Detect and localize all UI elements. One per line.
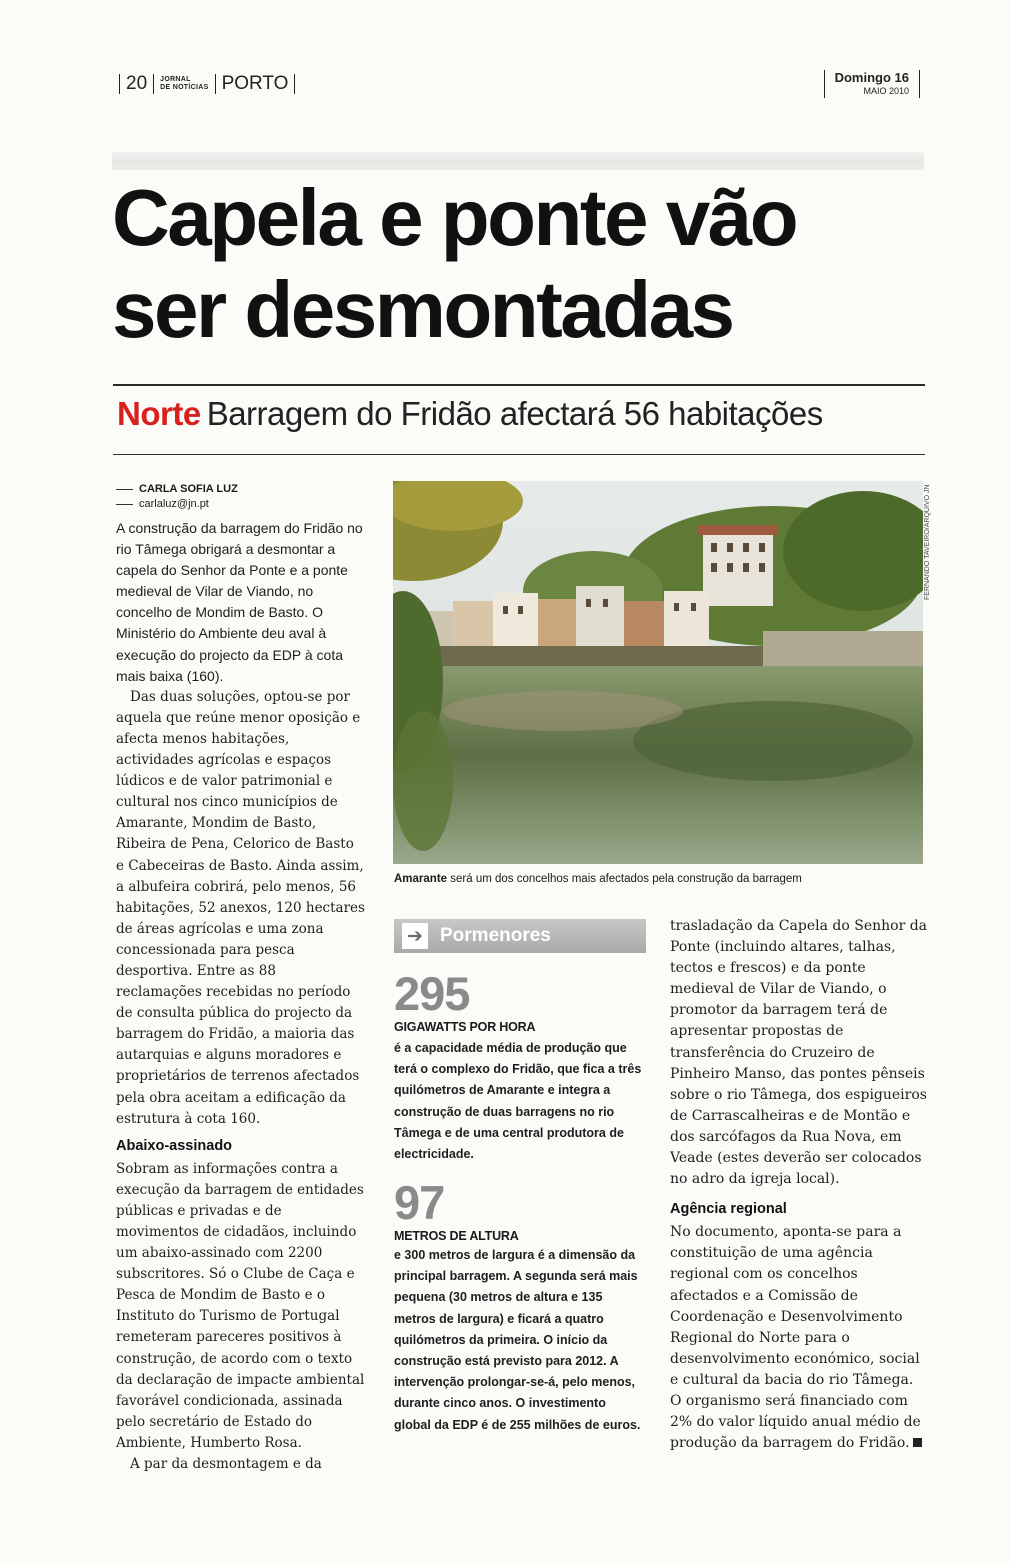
stat-label: METROS DE ALTURA — [394, 1229, 519, 1243]
body-paragraph: Sobram as informações contra a execução da barragem de entidades públicas e privadas e de movimentos de cidadãos, incluindo um abaixo-assinado com 2200 subscritores. Só o Clube de Caça e Pesca de Mondim de Basto e o Instituto do Turismo de Portugal remeteram pareceres positivos à construção, de acordo com o texto da declaração de impacte ambiental favorável condicionada, assinada pelo secretário de Estado do Ambiente, Humberto Rosa. — [116, 1160, 365, 1451]
river-town-illustration — [393, 481, 923, 864]
section-subhead: Agência regional — [670, 1201, 787, 1218]
issue-date — [824, 70, 920, 98]
page-header — [113, 73, 301, 95]
stat-number: 97 — [394, 1176, 445, 1229]
divider — [113, 454, 925, 455]
stat-label: GIGAWATTS POR HORA — [394, 1020, 536, 1034]
header-band — [112, 152, 924, 170]
body-paragraph: trasladação da Capela do Senhor da Ponte (incluindo altares, talhas, tectos e frescos) e da ponte medieval de Vilar de Viando, o promotor da barragem terá de apresentar propostas de transferência do Cruzeiro de Pinheiro Manso, das pontes pênseis sobre o rio Tâmega, dos espigueiros de Carrascalheiras e de Montão e dos sarcófagos da Rua Nova, em Veade (estes deverão ser colocados no adro da igreja local). — [670, 918, 928, 1188]
region-tag: Norte — [117, 395, 201, 432]
pormenores-header — [394, 919, 646, 953]
author-email: carlaluz@jn.pt — [139, 498, 209, 510]
section-subhead: Abaixo-assinado — [116, 1137, 233, 1154]
article-photo — [393, 481, 923, 864]
body-paragraph: A par da desmontagem e da — [130, 1456, 322, 1473]
author-name: CARLA SOFIA LUZ — [139, 483, 238, 495]
issue-month: MAIO 2010 — [863, 86, 909, 96]
pormenores-title: Pormenores — [440, 925, 551, 946]
divider — [113, 384, 925, 386]
body-paragraph: Das duas soluções, optou-se por aquela que reúne menor oposição e afecta menos habitações, actividades agrícolas e espaços lúdicos e de valor patrimonial e cultural nos cinco municípios de Amarante, Mondim de Basto, Ribeira de Pena, Celorico de Basto e Cabeceiras de Basto. Ainda assim, a albufeira cobrirá, pelo menos, 56 habitações, 52 anexos, 120 hectares de áreas agrícolas e uma zona concessionada para pesca desportiva. Entre as 88 reclamações recebidas no período de consulta pública do projecto da barragem do Fridão, a maioria das autarquias e alguns moradores e proprietários de terrenos afectados pela obra aceitam a edificação da estrutura à cota 160. — [116, 688, 365, 1127]
section-name: PORTO — [221, 73, 289, 94]
subheadline-text: Barragem do Fridão afectará 56 habitações — [206, 395, 823, 432]
article-column-1 — [116, 518, 366, 1475]
lead-paragraph: A construção da barragem do Fridão no rio Tâmega obrigará a desmontar a capela do Senhor da Ponte e a ponte medieval de Vilar de Viando, no concelho de Mondim de Basto. O Ministério do Ambiente deu aval à execução do projecto da EDP à cota mais baixa (160). — [116, 520, 363, 684]
end-mark-icon — [913, 1438, 922, 1447]
subheadline — [117, 395, 823, 433]
photo-caption — [394, 873, 802, 885]
arrow-right-icon: ➔ — [402, 923, 428, 949]
headline: Capela e ponte vão ser desmontadas — [112, 173, 797, 354]
byline — [116, 482, 238, 512]
stat-number: 295 — [394, 967, 470, 1020]
stat-text: e 300 metros de largura é a dimensão da principal barragem. A segunda será mais pequena (30 metros de altura e 135 metros de largura) e ficará a quatro quilómetros da primeira. O início da construção está previsto para 2012. A intervenção prolongar-se-á, pelo menos, durante cinco anos. O investimento global da EDP é de 255 milhões de euros. — [394, 1248, 641, 1432]
caption-text: será um dos concelhos mais afectados pela construção da barragem — [450, 873, 802, 885]
stat-text: é a capacidade média de produção que terá o complexo do Fridão, que fica a três quilómetros de Amarante e integra a construção de duas barragens no rio Tâmega e de uma central produtora de electricidade. — [394, 1041, 642, 1162]
photo-credit: FERNANDO TAVEIRO/ARQUIVO JN — [924, 484, 931, 600]
page-number: 20 — [126, 73, 148, 94]
caption-bold: Amarante — [394, 873, 448, 885]
issue-day: Domingo 16 — [834, 70, 909, 85]
body-paragraph: No documento, aponta-se para a constituição de uma agência regional com os concelhos afectados e a Comissão de Coordenação e Desenvolvimento Regional do Norte para o desenvolvimento económico, social e cultural da bacia do rio Tâmega. O organismo será financiado com 2% do valor líquido anual médio de produção da barragem do Fridão. — [670, 1224, 921, 1452]
paper-logo: JORNAL DE NOTÍCIAS — [160, 76, 209, 91]
article-column-3 — [670, 916, 928, 1454]
